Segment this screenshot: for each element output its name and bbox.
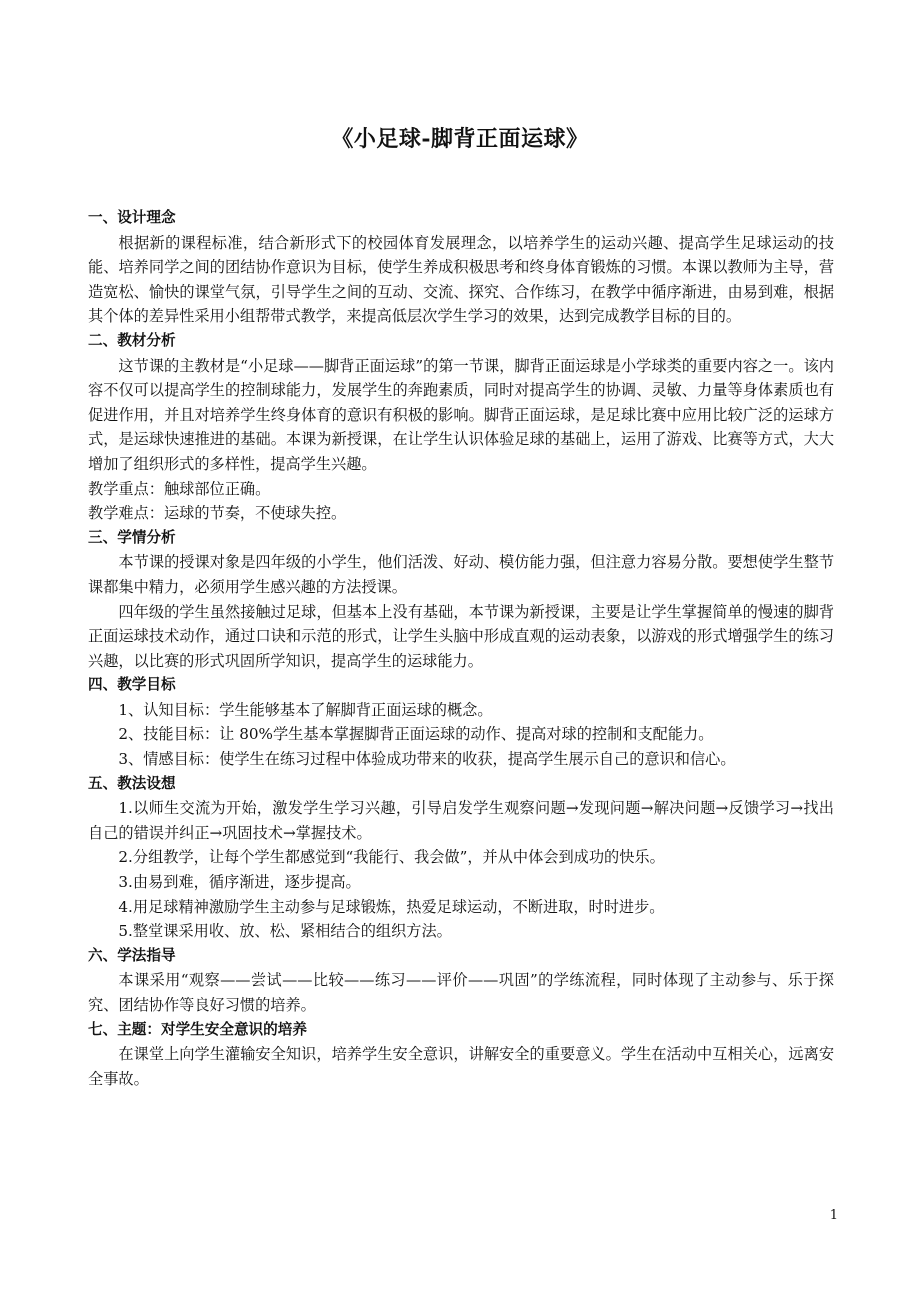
section-learning-guidance: [88, 944, 834, 1018]
section-heading: 六、学法指导: [88, 946, 176, 964]
paragraph: 本课采用“观察——尝试——比较——练习——评价——巩固”的学练流程，同时体现了主动参与、乐于探究、团结协作等良好习惯的培养。: [88, 971, 834, 1014]
method-item: 1.以师生交流为开始，激发学生学习兴趣，引导启发学生观察问题→发现问题→解决问题→反馈学习→找出自己的错误并纠正→巩固技术→掌握技术。: [88, 799, 834, 842]
section-safety-theme: [88, 1018, 834, 1092]
section-teaching-method: [88, 772, 834, 944]
paragraph: 根据新的课程标准，结合新形式下的校园体育发展理念，以培养学生的运动兴趣、提高学生足球运动的技能、培养同学之间的团结协作意识为目标，使学生养成积极思考和终身体育锻炼的习惯。本课以教师为主导，营造宽松、愉快的课堂气氛，引导学生之间的互动、交流、探究、合作练习，在教学中循序渐进，由易到难，根据其个体的差异性采用小组帮带式教学，来提高低层次学生学习的效果，达到完成教学目标的目的。: [88, 233, 834, 326]
document-title: 《小足球-脚背正面运球》: [331, 126, 589, 152]
goal-item: 2、技能目标：让 80%学生基本掌握脚背正面运球的动作、提高对球的控制和支配能力。: [118, 725, 714, 744]
paragraph: 四年级的学生虽然接触过足球，但基本上没有基础，本节课为新授课，主要是让学生掌握简单的慢速的脚背正面运球技术动作，通过口诀和示范的形式，让学生头脑中形成直观的运动表象，以游戏的形式增强学生的练习兴趣，以比赛的形式巩固所学知识，提高学生的运球能力。: [88, 602, 834, 670]
section-material-analysis: [88, 329, 834, 526]
document-body: [88, 206, 834, 1091]
goal-item: 3、情感目标：使学生在练习过程中体验成功带来的收获，提高学生展示自己的意识和信心。: [118, 750, 736, 769]
teaching-key-point: 教学重点：触球部位正确。: [88, 479, 271, 498]
section-heading: 一、设计理念: [88, 209, 176, 226]
method-item: 4.用足球精神激励学生主动参与足球锻炼，热爱足球运动，不断进取，时时进步。: [118, 897, 665, 916]
section-design-concept: [88, 206, 834, 329]
paragraph: 本节课的授课对象是四年级的小学生，他们活泼、好动、模仿能力强，但注意力容易分散。要想使学生整节课都集中精力，必须用学生感兴趣的方法授课。: [88, 553, 834, 596]
section-heading: 二、教材分析: [88, 331, 176, 349]
section-heading: 四、教学目标: [88, 676, 176, 694]
goal-item: 1、认知目标：学生能够基本了解脚背正面运球的概念。: [118, 700, 493, 719]
page-number: 1: [829, 1208, 838, 1223]
method-item: 2.分组教学，让每个学生都感觉到“我能行、我会做”，并从中体会到成功的快乐。: [118, 848, 665, 867]
section-student-analysis: [88, 526, 834, 674]
section-teaching-goals: [88, 673, 834, 771]
paragraph: 这节课的主教材是“小足球——脚背正面运球”的第一节课，脚背正面运球是小学球类的重要内容之一。该内容不仅可以提高学生的控制球能力，发展学生的奔跑素质，同时对提高学生的协调、灵敏、力量等身体素质也有促进作用，并且对培养学生终身体育的意识有积极的影响。脚背正面运球，是足球比赛中应用比较广泛的运球方式，是运球快速推进的基础。本课为新授课，在让学生认识体验足球的基础上，运用了游戏、比赛等方式，大大增加了组织形式的多样性，提高学生兴趣。: [88, 356, 834, 473]
paragraph: 在课堂上向学生灌输安全知识，培养学生安全意识，讲解安全的重要意义。学生在活动中互相关心，远离安全事故。: [88, 1045, 834, 1088]
section-heading: 三、学情分析: [88, 528, 176, 546]
method-item: 5.整堂课采用收、放、松、紧相结合的组织方法。: [118, 922, 452, 941]
method-item: 3.由易到难，循序渐进，逐步提高。: [118, 873, 361, 892]
teaching-difficulty: 教学难点：运球的节奏，不使球失控。: [88, 504, 347, 523]
section-heading: 七、主题：对学生安全意识的培养: [88, 1020, 307, 1038]
section-heading: 五、教法设想: [88, 774, 176, 792]
